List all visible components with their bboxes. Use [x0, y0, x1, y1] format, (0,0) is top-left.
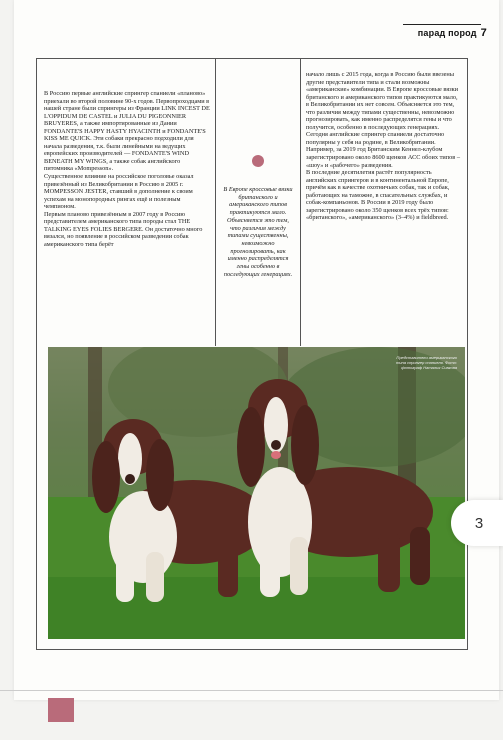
photo-caption: Представители американского типа спрингер спаниеля. Фото: фотограф Наталья Сивкова: [395, 355, 457, 370]
article-column-left: [44, 90, 210, 248]
header-rule: [403, 24, 481, 25]
section-title: парад пород: [417, 28, 477, 38]
spaniels-illustration: [48, 347, 465, 639]
page-number: 7: [480, 27, 487, 39]
bottom-rule: [0, 690, 503, 691]
pull-quote: В Европе кроссовые вязки британского и американского типов практикуются мало. Объясняется это тем, что различия между типами существенны, невозможно прогнозировать, как именно распределятся гены особенно в последующих генерациях.: [223, 186, 293, 278]
spaniels-photo: [48, 347, 465, 639]
paragraph: начало лишь с 2015 года, когда в Россию были ввезены другие представители типа и стали возможны «американские» комбинации. В Европе кроссовые вязки британского и американского типов практикуются мало, в Великобритании их нет совсем. Объясняется это тем, что различия между типами существенны, невозможно прогнозировать, как именно распределятся гены и что получится, особенно в последующих генерациях.: [306, 71, 459, 131]
accent-square: [48, 698, 74, 722]
paragraph: Существенное влияние на российское поголовье оказал привезённый из Великобритании в Россию в 2005 г. MOMPESSON JESTER, ставший в дополнение к своим успехам на монопородных рингах ещё и полезным чемпионом.: [44, 173, 194, 211]
page-indicator-badge[interactable]: 3: [451, 500, 503, 546]
column-divider-left: [215, 58, 216, 346]
article-column-right: [306, 71, 462, 222]
running-header: [418, 27, 487, 39]
pull-quote-dot: [252, 155, 264, 167]
paragraph: Сегодня английские спрингер спаниели достаточно популярны у себя на родине, в Великобритании. Например, за 2019 год Британским Кеннел-клубом зарегистрировано около 8600 щенков АСС обоих типов – «шоу» и «рабочего» разведения.: [306, 131, 460, 169]
paragraph: В Россию первые английские спрингер спаниели «планово» приехали во второй половине 90-х годов. Первопроходцами в нашей стране были спрингеры из Франции LINK INCEST DE L'OPPIDUM DE CASTEL и JULIA DU PIGEONNIER BRUYERES, а также импортированные из Дании FONDANTE'S HAPPY HASTY HYACINTH и FONDANTE'S KISS ME QUICK. Эти собаки прекрасно подходили для начала разведения, т.к. были линейными на ведущих европейских производителей — FONDANTE'S WIND BENEATH MY WINGS, а также собак английского питомника «Mompesson».: [44, 90, 210, 173]
paragraph: Первым планово привезённым в 2007 году в Россию представителем американского типа породы стал THE TALKING EYES FOLIES BERGERE. Он достаточно много вязался, но появление в российском разведении собак американского типа берёт: [44, 210, 203, 248]
paragraph: В последние десятилетия растёт популярность английских спрингеров и в континентальной Европе, причём как в качестве охотничьих собак, так и собак, работающих на таможне, в спасательных службах, и собак-компаньонов. В России в 2019 году было зарегистрировано около 350 щенков всех трёх типов: «британского», «американского» (3–4%) и fieldbreed.: [306, 169, 450, 222]
column-divider-right: [300, 58, 301, 346]
